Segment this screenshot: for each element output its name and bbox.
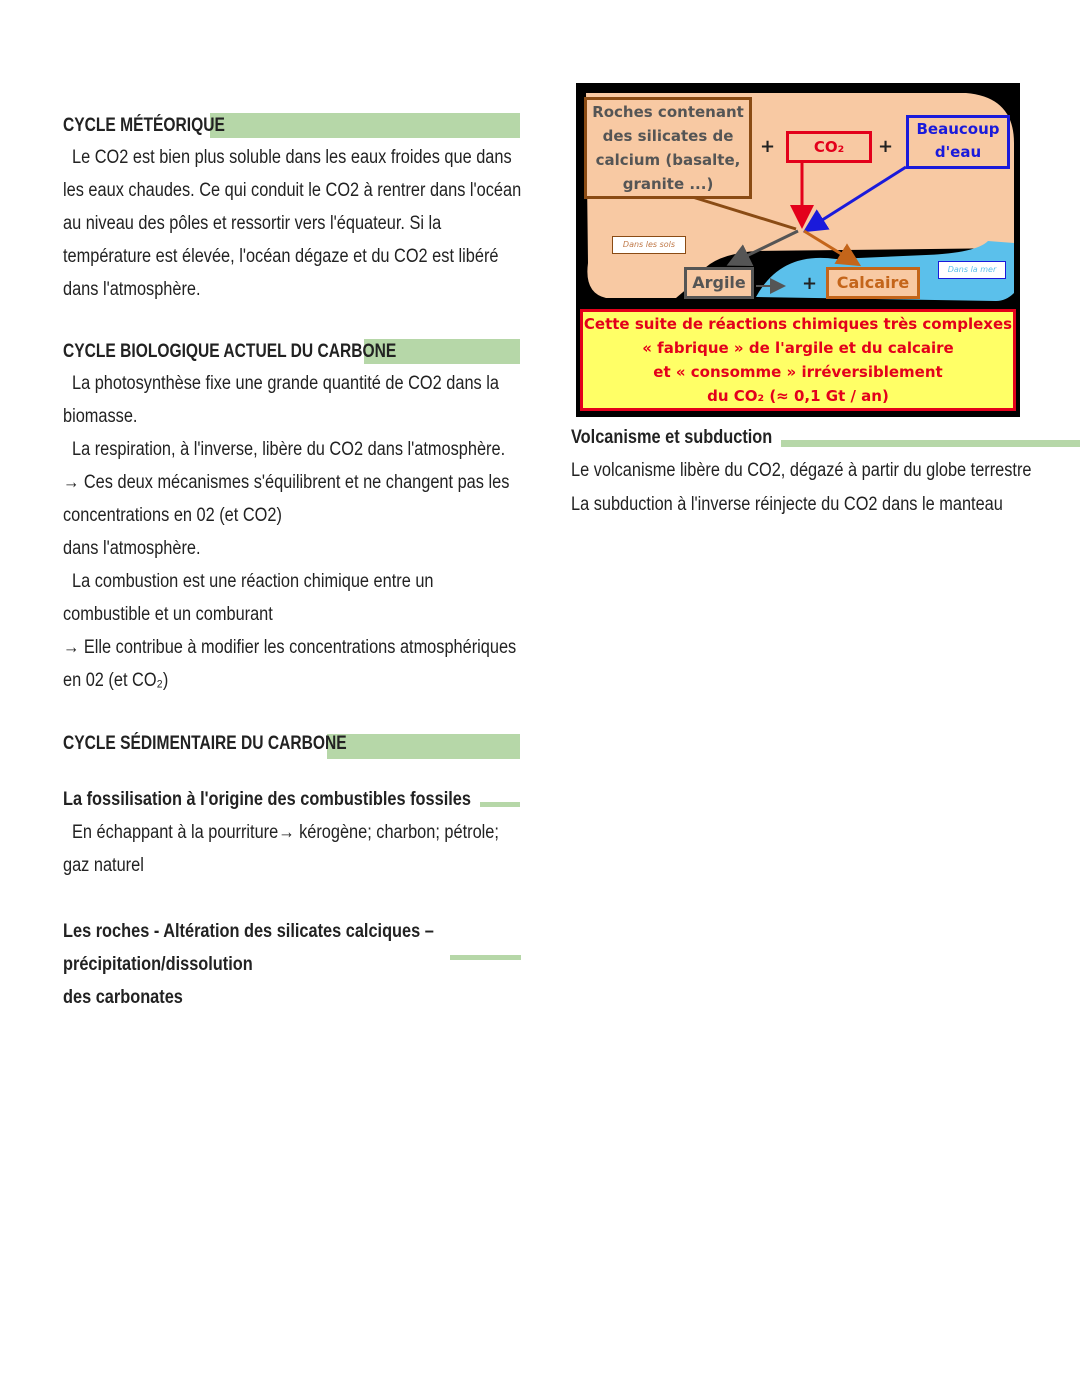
text-line: les eaux chaudes. Ce qui conduit le CO2 à rentrer dans l'océan — [63, 180, 522, 201]
heading-roches: précipitation/dissolution — [63, 954, 253, 975]
text-line: La subduction à l'inverse réinjecte du CO2 dans le manteau — [571, 494, 1003, 515]
eau-line: d'eau — [934, 143, 982, 161]
text-line: Le volcanisme libère du CO2, dégazé à partir du globe terrestre — [571, 460, 1032, 481]
roches-box — [584, 97, 752, 199]
text-line: En échappant à la pourriture→ kérogène; charbon; pétrole; — [72, 822, 499, 843]
mer-label: Dans la mer — [938, 261, 1006, 279]
text-line: → Ces deux mécanismes s'équilibrent et ne changent pas les — [63, 472, 510, 493]
heading-underline — [480, 802, 520, 807]
heading-underline — [781, 440, 1080, 447]
heading-underline — [450, 955, 521, 960]
plus-sign: + — [878, 136, 894, 157]
text-line: biomasse. — [63, 406, 138, 427]
text-line: température est élevée, l'océan dégaze et du CO2 est libéré — [63, 246, 499, 267]
text-line: → Elle contribue à modifier les concentrations atmosphériques — [63, 637, 517, 658]
sols-label: Dans les sols — [612, 236, 686, 254]
text-line: La respiration, à l'inverse, libère du CO2 dans l'atmosphère. — [72, 439, 506, 460]
carbon-weathering-diagram — [576, 83, 1020, 417]
heading-highlight — [327, 734, 520, 759]
caption-line: et « consomme » irréversiblement — [653, 363, 943, 381]
heading-bio: CYCLE BIOLOGIQUE ACTUEL DU CARBONE — [63, 341, 397, 362]
caption-box — [580, 309, 1016, 411]
heading-volcan: Volcanisme et subduction — [571, 427, 773, 448]
text-line: Le CO2 est bien plus soluble dans les eaux froides que dans — [72, 147, 512, 168]
text-line: au niveau des pôles et ressortir vers l'équateur. Si la — [63, 213, 442, 234]
heading-highlight — [210, 113, 520, 138]
text-line: dans l'atmosphère. — [63, 538, 201, 559]
co2-box: CO₂ — [786, 131, 872, 163]
text-line: La combustion est une réaction chimique entre un — [72, 571, 434, 592]
roches-line: Roches contenant — [592, 103, 744, 121]
eau-box — [906, 115, 1010, 169]
heading-meteo: CYCLE MÉTÉORIQUE — [63, 115, 225, 136]
calcaire-box: Calcaire — [826, 267, 920, 299]
heading-sedim: CYCLE SÉDIMENTAIRE DU CARBONE — [63, 733, 347, 754]
heading-roches: Les roches - Altération des silicates calciques – — [63, 921, 434, 942]
caption-line: « fabrique » de l'argile et du calcaire — [642, 339, 954, 357]
roches-line: des silicates de — [602, 127, 734, 145]
argile-box: Argile — [684, 267, 754, 299]
text-line: gaz naturel — [63, 855, 144, 876]
roches-line: calcium (basalte, — [595, 151, 741, 169]
text-line: en 02 (et CO₂) — [63, 670, 169, 691]
plus-sign: + — [760, 136, 776, 157]
text-line: concentrations en 02 (et CO2) — [63, 505, 282, 526]
eau-line: Beaucoup — [916, 120, 1000, 138]
caption-line: du CO₂ (≈ 0,1 Gt / an) — [707, 387, 889, 405]
text-line: dans l'atmosphère. — [63, 279, 201, 300]
heading-fossil: La fossilisation à l'origine des combustibles fossiles — [63, 789, 471, 810]
text-line: combustible et un comburant — [63, 604, 273, 625]
text-line: La photosynthèse fixe une grande quantité de CO2 dans la — [72, 373, 499, 394]
caption-line: Cette suite de réactions chimiques très complexes — [583, 315, 1013, 333]
plus-sign: + — [802, 273, 818, 294]
heading-roches: des carbonates — [63, 987, 183, 1008]
roches-line: granite ...) — [622, 175, 714, 193]
